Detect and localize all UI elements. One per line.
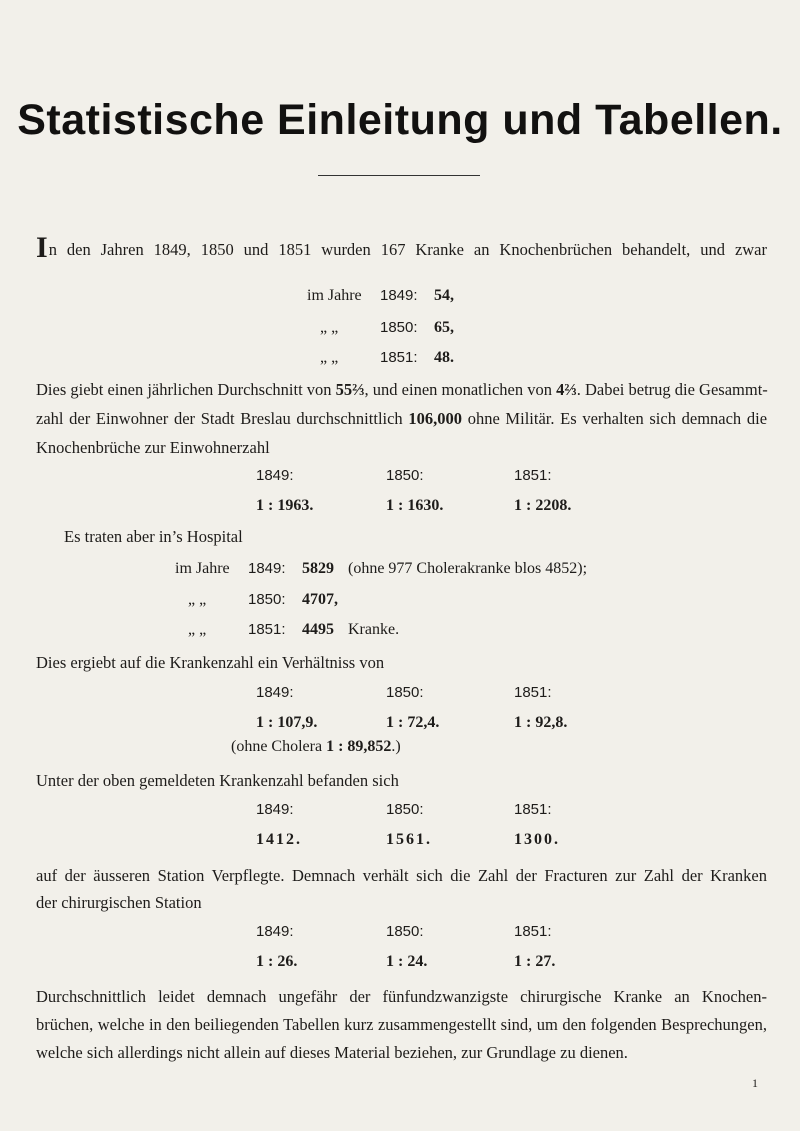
cases-1849-year: 1849:: [380, 287, 418, 304]
external-year-1849: 1849:: [256, 801, 294, 818]
hospital-1849-prefix: im Jahre: [175, 560, 230, 577]
external-year-1851: 1851:: [514, 801, 552, 818]
closing-paragraph-line-3: welche sich allerdings nicht allein auf dieses Material beziehen, zur Grundlage zu dienen.: [36, 1043, 628, 1062]
patient-ratio-1850: 1 : 72,4.: [386, 714, 440, 731]
cholera-ratio: 1 : 89,852: [326, 738, 392, 755]
external-intro: Unter der oben gemeldeten Krankenzahl befanden sich: [36, 771, 399, 790]
yearly-average: 55⅔: [335, 380, 365, 399]
average-paragraph-line-3: Knochenbrüche zur Einwohnerzahl: [36, 438, 270, 457]
pop-ratio-year-1849: 1849:: [256, 467, 294, 484]
external-year-1850: 1850:: [386, 801, 424, 818]
hospital-1851-note: Kranke.: [348, 621, 400, 638]
cholera-note-close: .): [391, 738, 401, 755]
hospital-1850-value: 4707,: [302, 591, 338, 608]
avg-text-c: , und einen monatlichen von: [364, 380, 552, 399]
cases-1851-prefix: „ „: [320, 349, 339, 366]
hospital-ratio-intro: Dies ergiebt auf die Krankenzahl ein Verhältniss von: [36, 653, 385, 672]
page-title: Statistische Einleitung und Tabellen.: [17, 96, 783, 144]
intro-paragraph: [36, 231, 767, 264]
surgical-ratio-1850: 1 : 24.: [386, 953, 428, 970]
hospital-1850-year: 1850:: [248, 591, 286, 608]
hospital-1849-note: (ohne 977 Cholerakranke blos 4852);: [348, 560, 588, 577]
pop-ratio-1851: 1 : 2208.: [514, 497, 572, 514]
pop-ratio-year-1850: 1850:: [386, 467, 424, 484]
cholera-note: [231, 737, 401, 757]
hospital-1851-year: 1851:: [248, 621, 286, 638]
hospital-1851-prefix: „ „: [188, 621, 207, 638]
pop-ratio-year-1851: 1851:: [514, 467, 552, 484]
pop-ratio-1850: 1 : 1630.: [386, 497, 444, 514]
intro-text: n den Jahren 1849, 1850 und 1851 wurden 167 Kranke an Knochenbrüchen behandelt, und zwar: [48, 240, 767, 259]
cases-1850-year: 1850:: [380, 319, 418, 336]
surgical-ratio-year-1851: 1851:: [514, 923, 552, 940]
patient-ratio-year-1851: 1851:: [514, 684, 552, 701]
hospital-intro: Es traten aber in’s Hospital: [64, 527, 243, 546]
external-paragraph-line-1: auf der äusseren Station Verpflegte. Demnach verhält sich die Zahl der Fracturen zur Zahl der Kranken: [36, 866, 767, 885]
hospital-1851-value: 4495: [302, 621, 334, 638]
patient-ratio-year-1850: 1850:: [386, 684, 424, 701]
closing-paragraph-line-2: brüchen, welche in den beiliegenden Tabellen kurz zusammengestellt sind, um den folgenden Besprechungen,: [36, 1015, 767, 1034]
average-paragraph-line-2: [36, 409, 767, 429]
external-count-1851: 1300.: [514, 831, 560, 848]
external-count-1849: 1412.: [256, 831, 302, 848]
population-count: 106,000: [408, 409, 462, 428]
avg-text-2c: ohne Militär. Es verhalten sich demnach die: [467, 409, 768, 428]
avg-text-e: . Dabei betrug die Gesammt-: [576, 380, 768, 399]
external-paragraph-line-2: der chirurgischen Station: [36, 893, 202, 912]
cases-1850-prefix: „ „: [320, 319, 339, 336]
surgical-ratio-year-1850: 1850:: [386, 923, 424, 940]
hospital-1849-year: 1849:: [248, 560, 286, 577]
closing-paragraph-line-1: Durchschnittlich leidet demnach ungefähr der fünfundzwanzigste chirurgische Kranke an Knochen-: [36, 987, 767, 1006]
surgical-ratio-year-1849: 1849:: [256, 923, 294, 940]
cholera-note-text: (ohne Cholera: [231, 738, 323, 755]
surgical-ratio-1849: 1 : 26.: [256, 953, 298, 970]
patient-ratio-1849: 1 : 107,9.: [256, 714, 318, 731]
title-divider: [318, 175, 480, 176]
hospital-1849-value: 5829: [302, 560, 334, 577]
avg-text-a: Dies giebt einen jährlichen Durchschnitt von: [36, 380, 332, 399]
patient-ratio-year-1849: 1849:: [256, 684, 294, 701]
drop-cap: I: [36, 231, 48, 264]
average-paragraph-line-1: [36, 380, 767, 400]
monthly-average: 4⅔: [556, 380, 577, 399]
cases-1851-year: 1851:: [380, 349, 418, 366]
cases-1850-value: 65,: [434, 319, 454, 336]
cases-1849-prefix: im Jahre: [307, 287, 362, 304]
surgical-ratio-1851: 1 : 27.: [514, 953, 556, 970]
pop-ratio-1849: 1 : 1963.: [256, 497, 314, 514]
cases-1849-value: 54,: [434, 287, 454, 304]
cases-1851-value: 48.: [434, 349, 454, 366]
hospital-1850-prefix: „ „: [188, 591, 207, 608]
patient-ratio-1851: 1 : 92,8.: [514, 714, 568, 731]
page-number: 1: [752, 1076, 758, 1090]
avg-text-2a: zahl der Einwohner der Stadt Breslau durchschnittlich: [36, 409, 403, 428]
external-count-1850: 1561.: [386, 831, 432, 848]
